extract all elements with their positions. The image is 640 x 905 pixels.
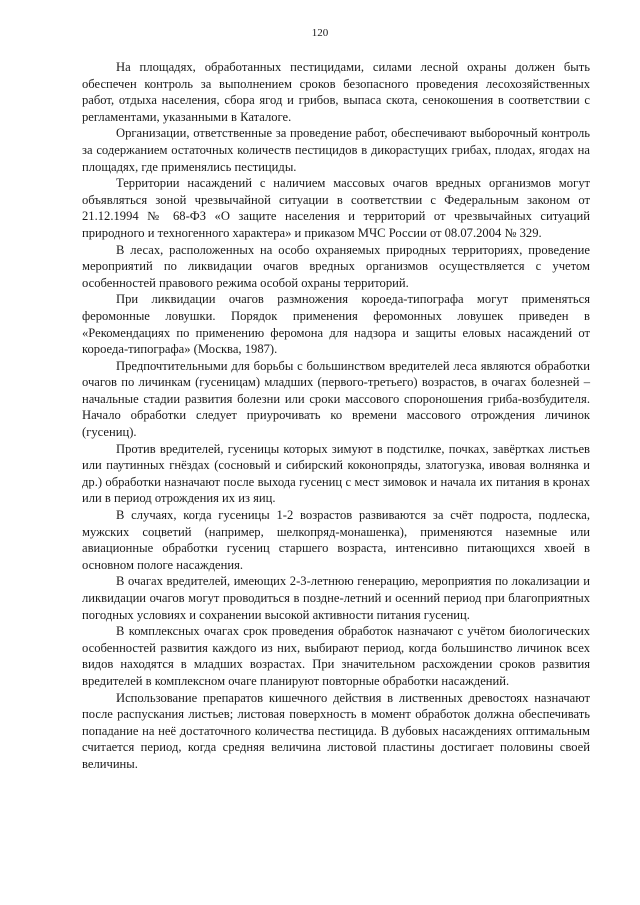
paragraph: В лесах, расположенных на особо охраняемых природных территориях, проведение мероприятий по ликвидации очагов вредных организмов осуществляется с учетом особенностей правового режима особой охраны территорий. xyxy=(82,242,590,290)
page-number: 120 xyxy=(311,27,329,39)
paragraph: Предпочтительными для борьбы с большинством вредителей леса являются обработки очагов по личинкам (гусеницам) младших (первого-третьего) возрастов, в очагах болезней – начальные стадии развития болезни или сроки массового спороношения гриба-возбудителя. Начало обработки следует приурочивать ко времени массового отрождения личинок (гусениц). xyxy=(82,358,590,440)
paragraph: В очагах вредителей, имеющих 2-3-летнюю генерацию, мероприятия по локализации и ликвидации очагов могут проводиться в поздне-летний и осенний период при благоприятных погодных условиях и сохранении высокой активности питания гусениц. xyxy=(82,574,590,622)
document-body xyxy=(82,59,590,773)
paragraph: Использование препаратов кишечного действия в лиственных древостоях назначают после распускания листьев; листовая поверхность в момент обработок должна обеспечивать попадание на неё достаточного количества пестицида. В дубовых насаждениях оптимальным считается период, когда средняя величина листовой пластины достигает половины своей величины. xyxy=(82,690,590,771)
paragraph: В случаях, когда гусеницы 1-2 возрастов развиваются за счёт подроста, подлеска, мужских соцветий (например, шелкопряд-монашенка), применяются наземные или авиационные обработки гусениц старшего возраста, интенсивно питающихся хвоей в основном пологе насаждения. xyxy=(82,508,590,572)
paragraph: На площадях, обработанных пестицидами, силами лесной охраны должен быть обеспечен контроль за выполнением сроков безопасного проведения лесохозяйственных работ, отдыха населения, сбора ягод и грибов, выпаса скота, сенокошения в соответствии с регламентами, указанными в Каталоге. xyxy=(82,60,590,124)
paragraph: Территории насаждений с наличием массовых очагов вредных организмов могут объявляться зоной чрезвычайной ситуации в соответствии с Федеральным законом от 21.12.1994 № 68-ФЗ «О защите населения и территорий от чрезвычайных ситуаций природного и техногенного характера» и приказом МЧС России от 08.07.2004 № 329. xyxy=(82,176,590,240)
paragraph: В комплексных очагах срок проведения обработок назначают с учётом биологических особенностей развития каждого из них, выбирают период, когда большинство личинок всех видов находятся в младших возрастах. При значительном расхождении сроков развития вредителей в комплексном очаге планируют повторные обработки насаждений. xyxy=(82,624,590,688)
paragraph: Против вредителей, гусеницы которых зимуют в подстилке, почках, завёртках листьев или паутинных гнёздах (сосновый и сибирский коконопряды, златогузка, ивовая волнянка и др.) обработки назначают после выхода гусениц с мест зимовок и начала их питания в кронах или в период отрождения их из яиц. xyxy=(82,441,590,506)
paragraph: Организации, ответственные за проведение работ, обеспечивают выборочный контроль за содержанием остаточных количеств пестицидов в дикорастущих грибах, плодах, ягодах на площадях, где применялись пестициды. xyxy=(82,126,590,174)
paragraph: При ликвидации очагов размножения короеда-типографа могут применяться феромонные ловушки. Порядок применения феромонных ловушек приведен в «Рекомендациях по применению феромона для надзора и защиты еловых насаждений от короеда-типографа» (Москва, 1987). xyxy=(82,292,590,357)
